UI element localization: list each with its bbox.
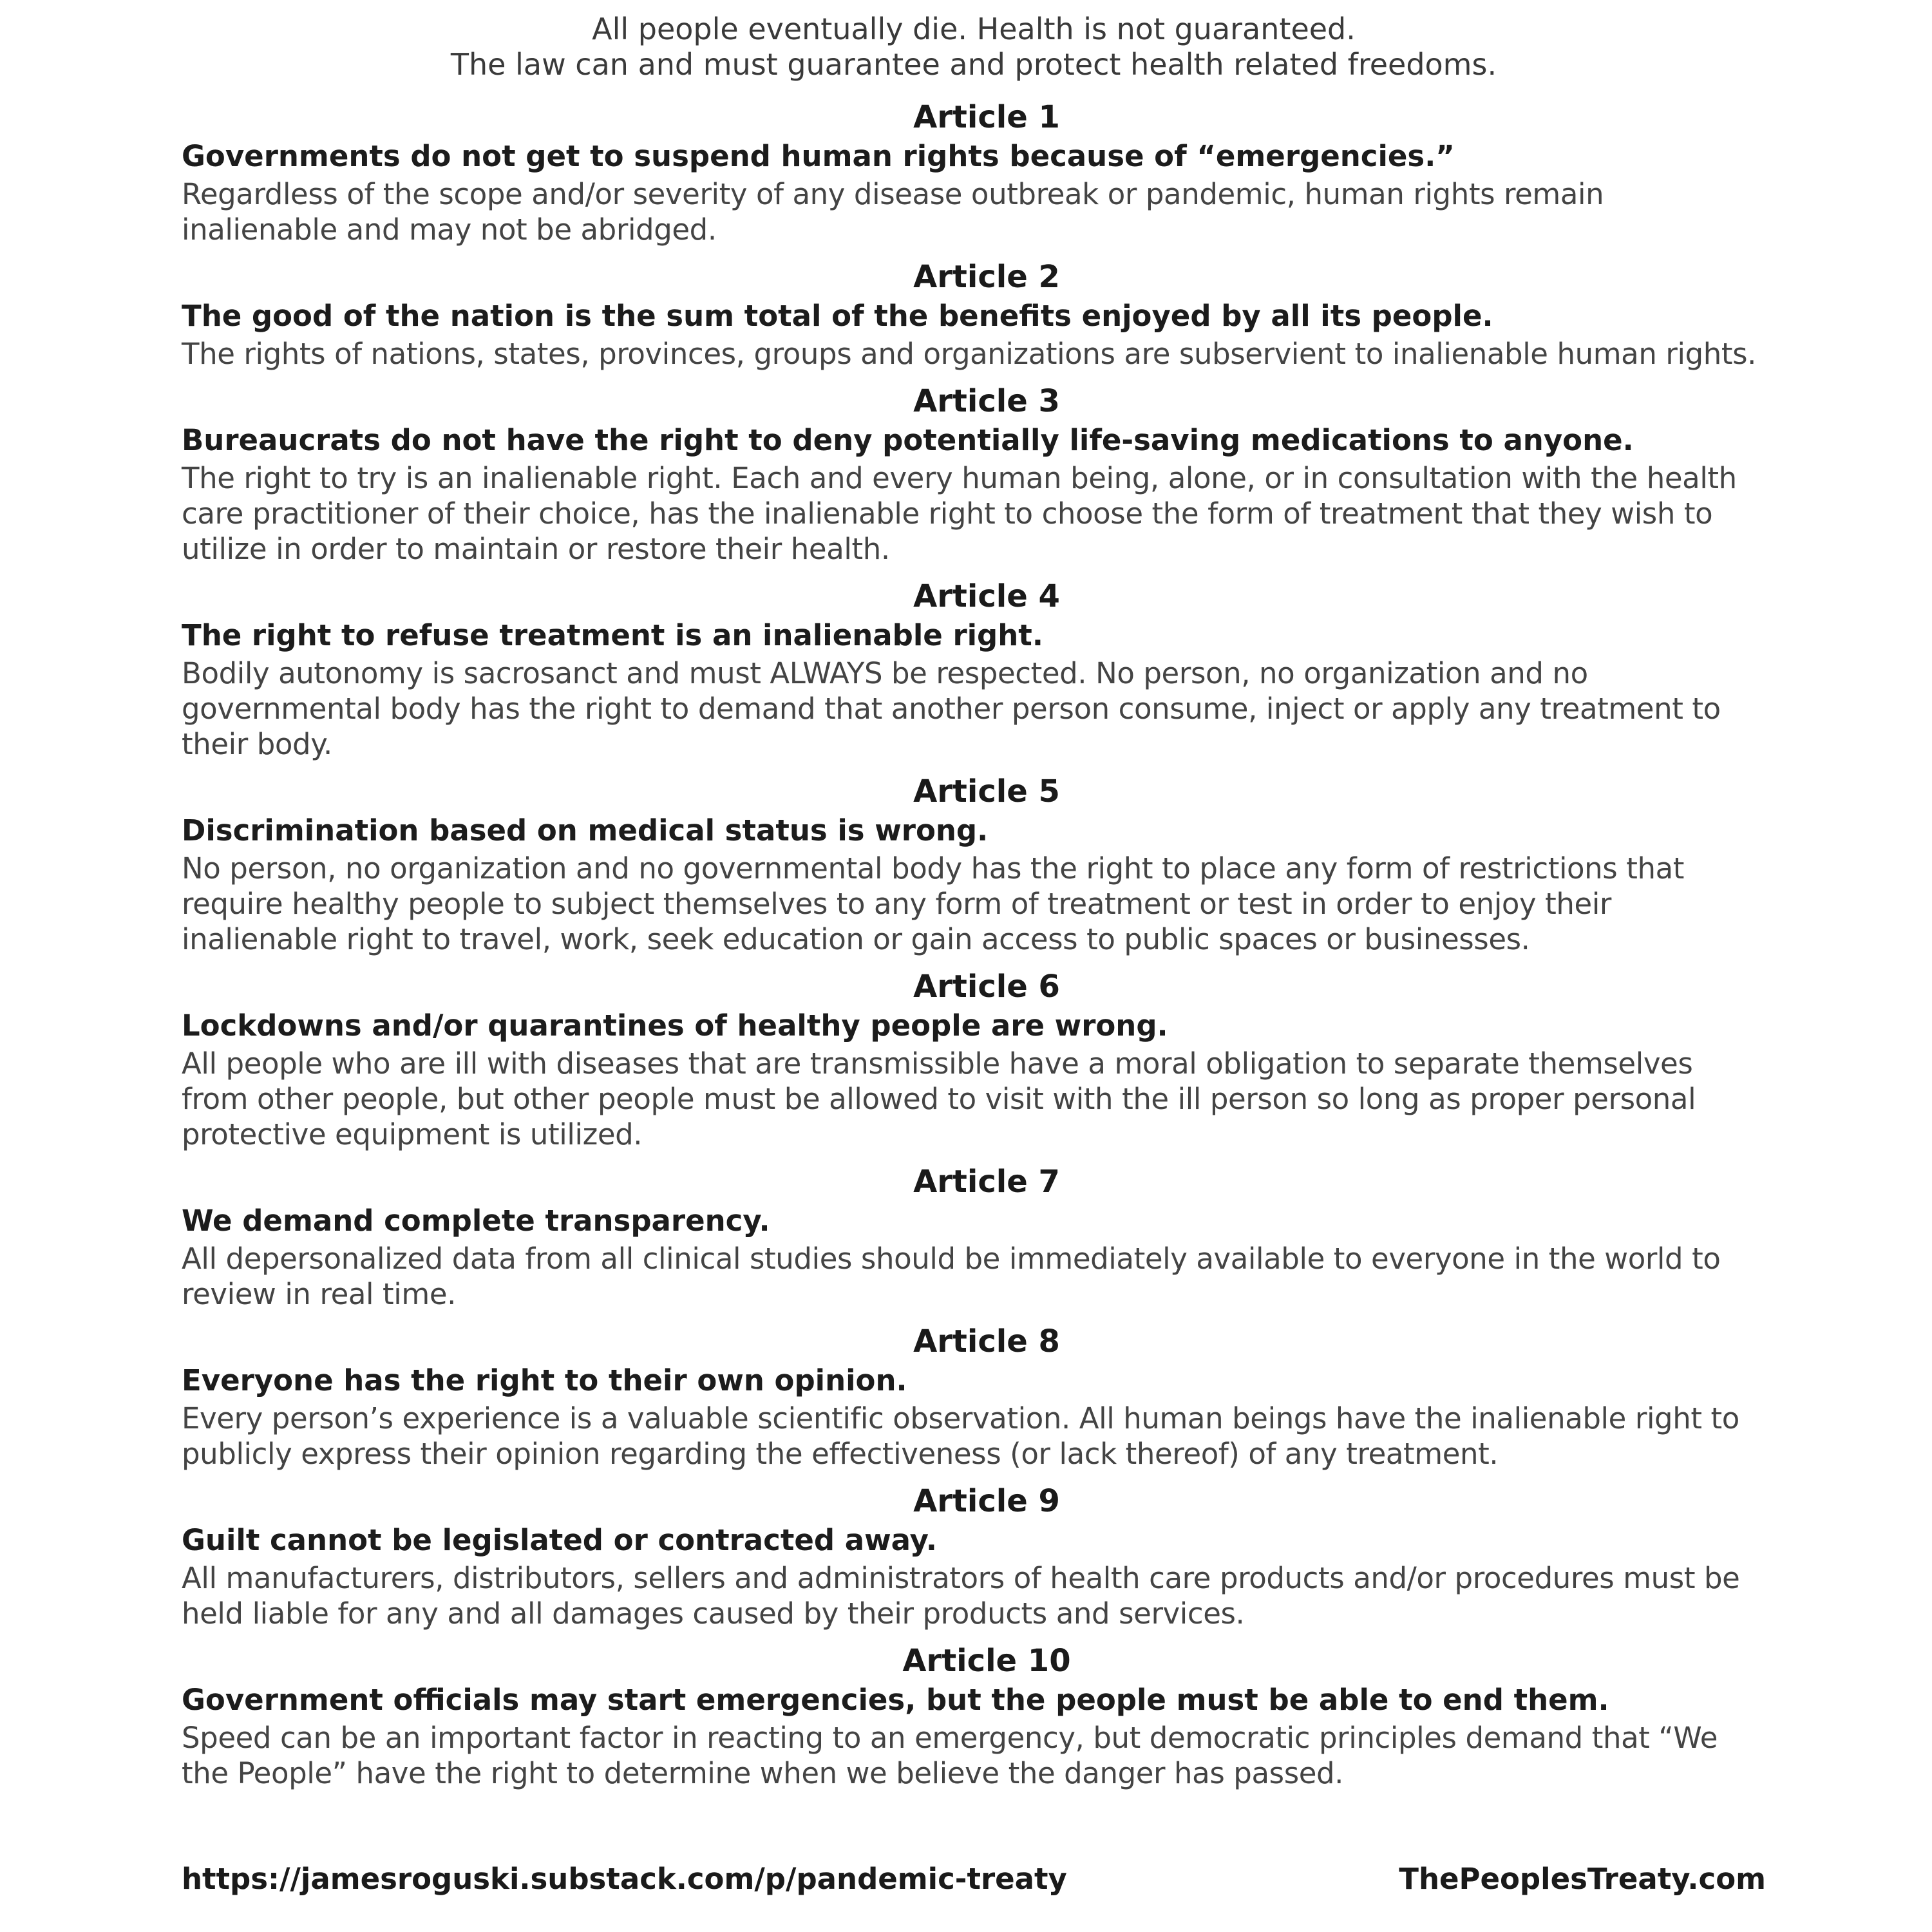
intro-line-1: All people eventually die. Health is not guaranteed.	[592, 12, 1356, 46]
article-2	[182, 258, 1766, 372]
substack-link[interactable]: https://jamesroguski.substack.com/p/pandemic-treaty	[182, 1862, 1067, 1896]
article-title: Guilt cannot be legislated or contracted away.	[182, 1523, 937, 1557]
article-title: Bureaucrats do not have the right to deny potentially life-saving medications to anyone.	[182, 423, 1634, 457]
intro-block	[182, 12, 1766, 82]
peoples-treaty-link[interactable]: ThePeoplesTreaty.com	[1399, 1862, 1766, 1896]
article-heading: Article 4	[913, 578, 1060, 614]
article-heading: Article 8	[913, 1323, 1060, 1359]
article-title: Government officials may start emergencies, but the people must be able to end them.	[182, 1683, 1609, 1717]
article-body: Bodily autonomy is sacrosanct and must ALWAYS be respected. No person, no organization and no governmental body has the right to demand that another person consume, inject or apply any treatment to their body.	[182, 656, 1721, 761]
article-heading: Article 2	[913, 259, 1060, 295]
article-9	[182, 1482, 1766, 1631]
article-title: Everyone has the right to their own opinion.	[182, 1363, 907, 1397]
article-heading: Article 5	[913, 773, 1060, 810]
article-body: The rights of nations, states, provinces, groups and organizations are subservient to inalienable human rights.	[182, 337, 1757, 371]
article-7	[182, 1162, 1766, 1312]
intro-line-2: The law can and must guarantee and protect health related freedoms.	[450, 47, 1497, 82]
article-heading: Article 7	[913, 1164, 1060, 1200]
article-body: All depersonalized data from all clinical studies should be immediately available to everyone in the world to review in real time.	[182, 1242, 1721, 1311]
article-3	[182, 382, 1766, 567]
article-title: Discrimination based on medical status is wrong.	[182, 813, 989, 848]
articles-list	[182, 98, 1766, 1791]
article-6	[182, 967, 1766, 1152]
article-title: The good of the nation is the sum total of the benefits enjoyed by all its people.	[182, 299, 1493, 333]
article-body: All people who are ill with diseases that are transmissible have a moral obligation to separate themselves from other people, but other people must be allowed to visit with the ill person so long as proper personal protective equipment is utilized.	[182, 1046, 1696, 1151]
article-heading: Article 6	[913, 969, 1060, 1005]
article-title: We demand complete transparency.	[182, 1204, 770, 1238]
article-heading: Article 1	[913, 99, 1060, 135]
article-body: All manufacturers, distributors, sellers and administrators of health care products and/or procedures must be held liable for any and all damages caused by their products and services.	[182, 1561, 1740, 1631]
footer	[182, 1860, 1766, 1899]
article-body: The right to try is an inalienable right. Each and every human being, alone, or in consultation with the health care practitioner of their choice, has the inalienable right to choose the form of treatment that they wish to utilize in order to maintain or restore their health.	[182, 461, 1737, 566]
article-body: Every person’s experience is a valuable scientific observation. All human beings have the inalienable right to publicly express their opinion regarding the effectiveness (or lack thereof) of any treatment.	[182, 1401, 1739, 1471]
article-body: Speed can be an important factor in reacting to an emergency, but democratic principles demand that “We the People” have the right to determine when we believe the danger has passed.	[182, 1721, 1718, 1790]
article-title: Lockdowns and/or quarantines of healthy people are wrong.	[182, 1009, 1168, 1043]
article-heading: Article 9	[913, 1483, 1060, 1519]
article-8	[182, 1322, 1766, 1472]
article-title: The right to refuse treatment is an inalienable right.	[182, 618, 1043, 652]
article-heading: Article 10	[902, 1643, 1071, 1679]
article-title: Governments do not get to suspend human rights because of “emergencies.”	[182, 139, 1455, 173]
article-heading: Article 3	[913, 383, 1060, 419]
article-body: Regardless of the scope and/or severity of any disease outbreak or pandemic, human rights remain inalienable and may not be abridged.	[182, 177, 1604, 247]
article-1	[182, 98, 1766, 247]
article-body: No person, no organization and no governmental body has the right to place any form of restrictions that require healthy people to subject themselves to any form of treatment or test in order to enjoy their inalienable right to travel, work, seek education or gain access to public spaces or businesses.	[182, 851, 1685, 956]
article-10	[182, 1642, 1766, 1791]
article-5	[182, 772, 1766, 957]
treaty-document	[182, 12, 1766, 1801]
article-4	[182, 577, 1766, 762]
